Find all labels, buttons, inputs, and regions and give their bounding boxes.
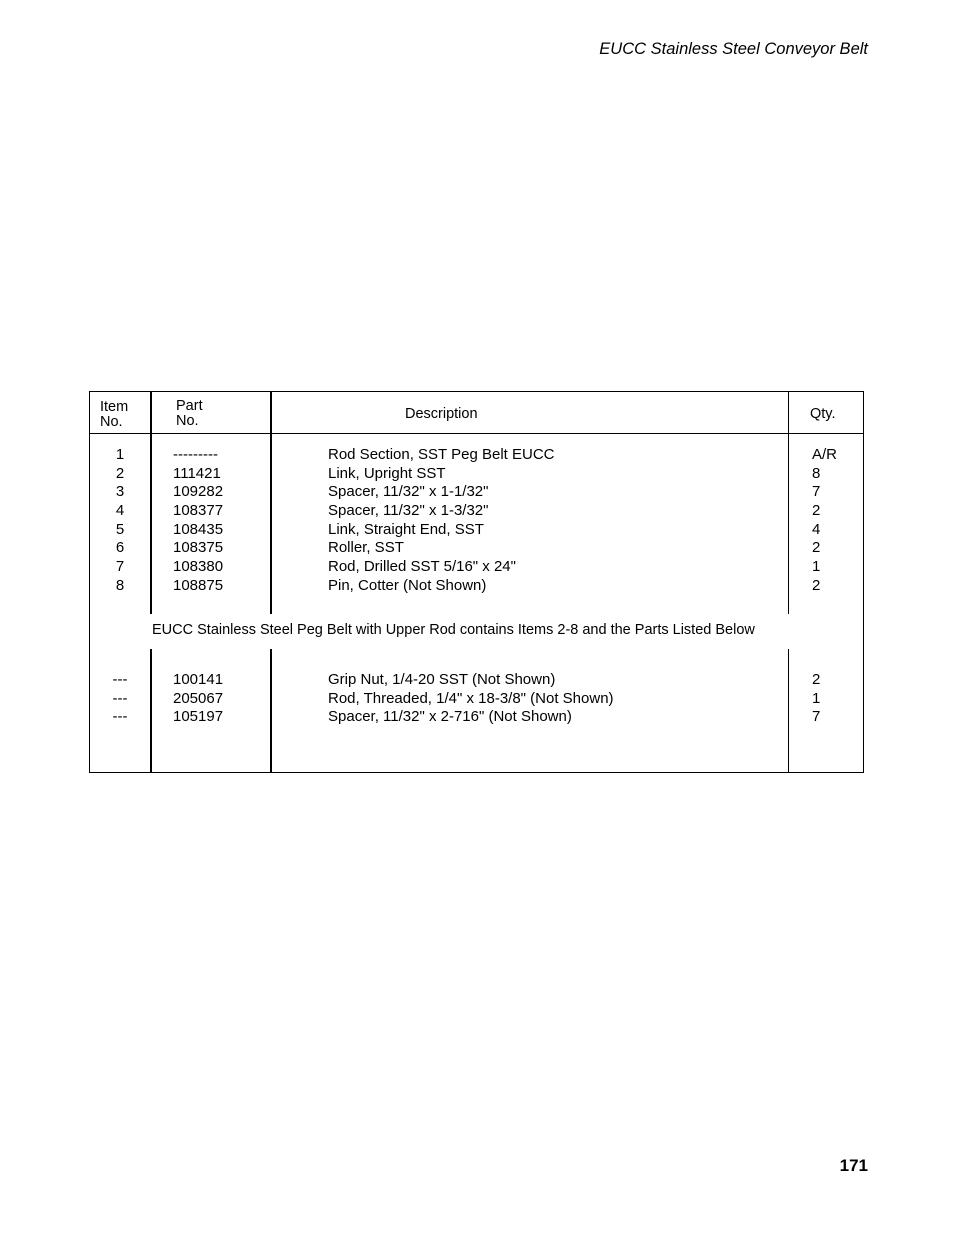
table-row xyxy=(90,558,863,577)
part-description: Spacer, 11/32" x 1-3/32" xyxy=(328,502,489,520)
item-number: 3 xyxy=(115,483,125,501)
table-row xyxy=(90,465,863,484)
part-description: Link, Upright SST xyxy=(328,464,446,482)
item-number: --- xyxy=(112,689,128,707)
part-number: 109282 xyxy=(173,483,224,501)
part-number: 108380 xyxy=(173,558,224,576)
part-qty: 8 xyxy=(812,464,821,482)
part-qty: 7 xyxy=(812,708,821,726)
parts-rows xyxy=(90,446,863,596)
assembly-note: EUCC Stainless Steel Peg Belt with Upper Rod contains Items 2-8 and the Parts Listed Below xyxy=(152,622,755,638)
part-number: 108377 xyxy=(173,502,224,520)
item-number: 4 xyxy=(115,502,125,520)
part-number: 108375 xyxy=(173,539,224,557)
part-qty: A/R xyxy=(812,446,838,463)
part-description: Rod, Threaded, 1/4" x 18-3/8" (Not Shown) xyxy=(328,689,614,707)
column-header-item: Item No. xyxy=(100,399,129,430)
table-row xyxy=(90,577,863,596)
part-qty: 1 xyxy=(812,689,821,707)
part-description: Roller, SST xyxy=(328,539,404,557)
part-qty: 2 xyxy=(812,671,821,688)
part-number: 205067 xyxy=(173,689,224,707)
part-description: Rod, Drilled SST 5/16" x 24" xyxy=(328,558,516,576)
part-description: Rod Section, SST Peg Belt EUCC xyxy=(328,446,555,463)
table-row xyxy=(90,446,863,465)
part-qty: 7 xyxy=(812,483,821,501)
part-qty: 4 xyxy=(812,520,821,538)
part-number: 108875 xyxy=(173,576,224,594)
column-header-description: Description xyxy=(405,406,478,422)
part-number: 100141 xyxy=(173,671,224,688)
parts-table xyxy=(89,391,864,773)
part-description: Spacer, 11/32" x 1-1/32" xyxy=(328,483,489,501)
item-number: --- xyxy=(112,708,128,726)
table-row xyxy=(90,483,863,502)
part-qty: 2 xyxy=(812,539,821,557)
page-number: 171 xyxy=(839,1156,868,1175)
item-number: --- xyxy=(112,671,128,688)
item-number: 6 xyxy=(115,539,125,557)
item-number: 5 xyxy=(115,520,125,538)
part-qty: 1 xyxy=(812,558,821,576)
part-number: 111421 xyxy=(173,464,221,482)
table-row xyxy=(90,539,863,558)
item-number: 7 xyxy=(115,558,125,576)
running-header: EUCC Stainless Steel Conveyor Belt xyxy=(599,40,868,58)
part-qty: 2 xyxy=(812,576,821,594)
additional-parts-rows xyxy=(90,671,863,727)
table-row xyxy=(90,671,863,690)
item-number: 2 xyxy=(115,464,125,482)
item-number: 8 xyxy=(115,576,125,594)
column-header-part: Part No. xyxy=(176,398,203,429)
part-description: Pin, Cotter (Not Shown) xyxy=(328,576,487,594)
header-divider xyxy=(90,433,863,434)
table-row xyxy=(90,521,863,540)
part-description: Link, Straight End, SST xyxy=(328,520,484,538)
table-row xyxy=(90,708,863,727)
part-description: Spacer, 11/32" x 2-716" (Not Shown) xyxy=(328,708,572,726)
part-number: 105197 xyxy=(173,708,224,726)
table-row xyxy=(90,690,863,709)
item-number: 1 xyxy=(115,446,125,463)
table-row xyxy=(90,502,863,521)
column-header-qty: Qty. xyxy=(810,406,836,422)
part-number: 108435 xyxy=(173,520,224,538)
part-number: --------- xyxy=(173,446,218,463)
part-qty: 2 xyxy=(812,502,821,520)
part-description: Grip Nut, 1/4-20 SST (Not Shown) xyxy=(328,671,556,688)
